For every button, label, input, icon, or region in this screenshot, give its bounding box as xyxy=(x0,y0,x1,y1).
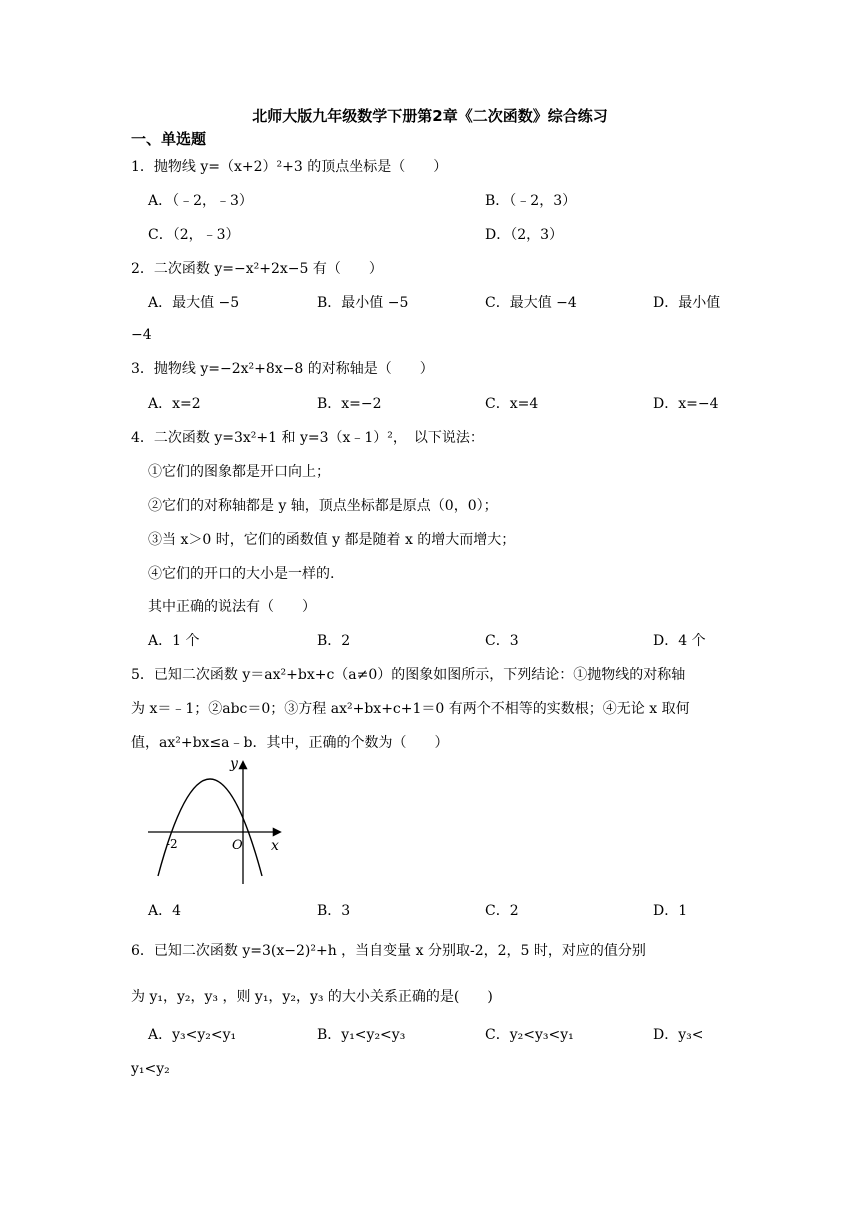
question-6-option-c: C．y₂<y₃<y₁ xyxy=(485,1027,574,1043)
question-4-option-b: B．2 xyxy=(317,633,351,649)
question-1-option-b: B．（﹣2，3） xyxy=(485,193,577,209)
question-2-option-d-continued: −4 xyxy=(131,327,152,343)
question-4-option-a: A．1 个 xyxy=(148,633,200,649)
question-5-option-a: A．4 xyxy=(148,903,182,919)
question-5-line-2: 为 x＝﹣1；②abc＝0；③方程 ax²+bx+c+1＝0 有两个不相等的实数根；④无论 x 取何 xyxy=(131,701,690,717)
question-6-option-d-continued: y₁<y₂ xyxy=(131,1061,170,1077)
question-5-line-3: 值，ax²+bx≤a﹣b．其中，正确的个数为（ ） xyxy=(131,735,449,751)
question-1-option-a: A．（﹣2，﹣3） xyxy=(148,193,253,209)
question-6-line-2: 为 y₁，y₂，y₃ ，则 y₁，y₂，y₃ 的大小关系正确的是( ) xyxy=(131,989,493,1005)
parabola-curve xyxy=(158,779,262,876)
question-4-statement-3: ③当 x＞0 时，它们的函数值 y 都是随着 x 的增大而增大； xyxy=(148,532,516,548)
y-axis-label: y xyxy=(230,756,238,772)
question-1-option-d: D．（2，3） xyxy=(485,227,564,243)
question-4-option-d: D．4 个 xyxy=(653,633,706,649)
question-3-option-a: A．x=2 xyxy=(148,396,201,412)
section-heading: 一、单选题 xyxy=(131,130,207,148)
root-label: -2 xyxy=(166,837,178,851)
question-4-stem: 4．二次函数 y=3x²+1 和 y=3（x﹣1）²， 以下说法： xyxy=(131,430,484,446)
question-4-statement-1: ①它们的图象都是开口向上； xyxy=(148,464,330,480)
question-1-option-c: C．（2，﹣3） xyxy=(148,227,240,243)
question-5-option-d: D．1 xyxy=(653,903,688,919)
question-2-option-b: B．最小值 −5 xyxy=(317,295,409,311)
origin-label: O xyxy=(232,838,243,853)
question-5-option-c: C．2 xyxy=(485,903,519,919)
question-6-option-b: B．y₁<y₂<y₃ xyxy=(317,1027,406,1043)
question-1-stem: 1．抛物线 y=（x+2）²+3 的顶点坐标是（ ） xyxy=(131,159,448,175)
question-2-stem: 2．二次函数 y=−x²+2x−5 有（ ） xyxy=(131,261,383,277)
question-5-option-b: B．3 xyxy=(317,903,351,919)
parabola-graph xyxy=(140,754,290,892)
x-axis-label: x xyxy=(271,838,279,854)
question-4-statement-2: ②它们的对称轴都是 y 轴，顶点坐标都是原点（0，0）； xyxy=(148,498,498,514)
question-6-option-a: A．y₃<y₂<y₁ xyxy=(148,1027,237,1043)
question-3-stem: 3．抛物线 y=−2x²+8x−8 的对称轴是（ ） xyxy=(131,361,434,377)
question-2-option-a: A．最大值 −5 xyxy=(148,295,240,311)
question-6-option-d: D．y₃< xyxy=(653,1027,704,1043)
question-4-option-c: C．3 xyxy=(485,633,519,649)
page-title: 北师大版九年级数学下册第2章《二次函数》综合练习 xyxy=(252,107,608,125)
question-3-option-d: D．x=−4 xyxy=(653,396,719,412)
question-3-option-b: B．x=−2 xyxy=(317,396,382,412)
question-6-line-1: 6．已知二次函数 y=3(x−2)²+h ，当自变量 x 分别取-2，2，5 时，对应的值分别 xyxy=(131,943,646,959)
question-2-option-d: D．最小值 xyxy=(653,295,721,311)
question-5-line-1: 5．已知二次函数 y＝ax²+bx+c（a≠0）的图象如图所示，下列结论：①抛物线的对称轴 xyxy=(131,667,686,683)
question-4-ask: 其中正确的说法有（ ） xyxy=(148,599,316,615)
question-4-statement-4: ④它们的开口的大小是一样的. xyxy=(148,566,335,582)
question-3-option-c: C．x=4 xyxy=(485,396,539,412)
question-2-option-c: C．最大值 −4 xyxy=(485,295,577,311)
